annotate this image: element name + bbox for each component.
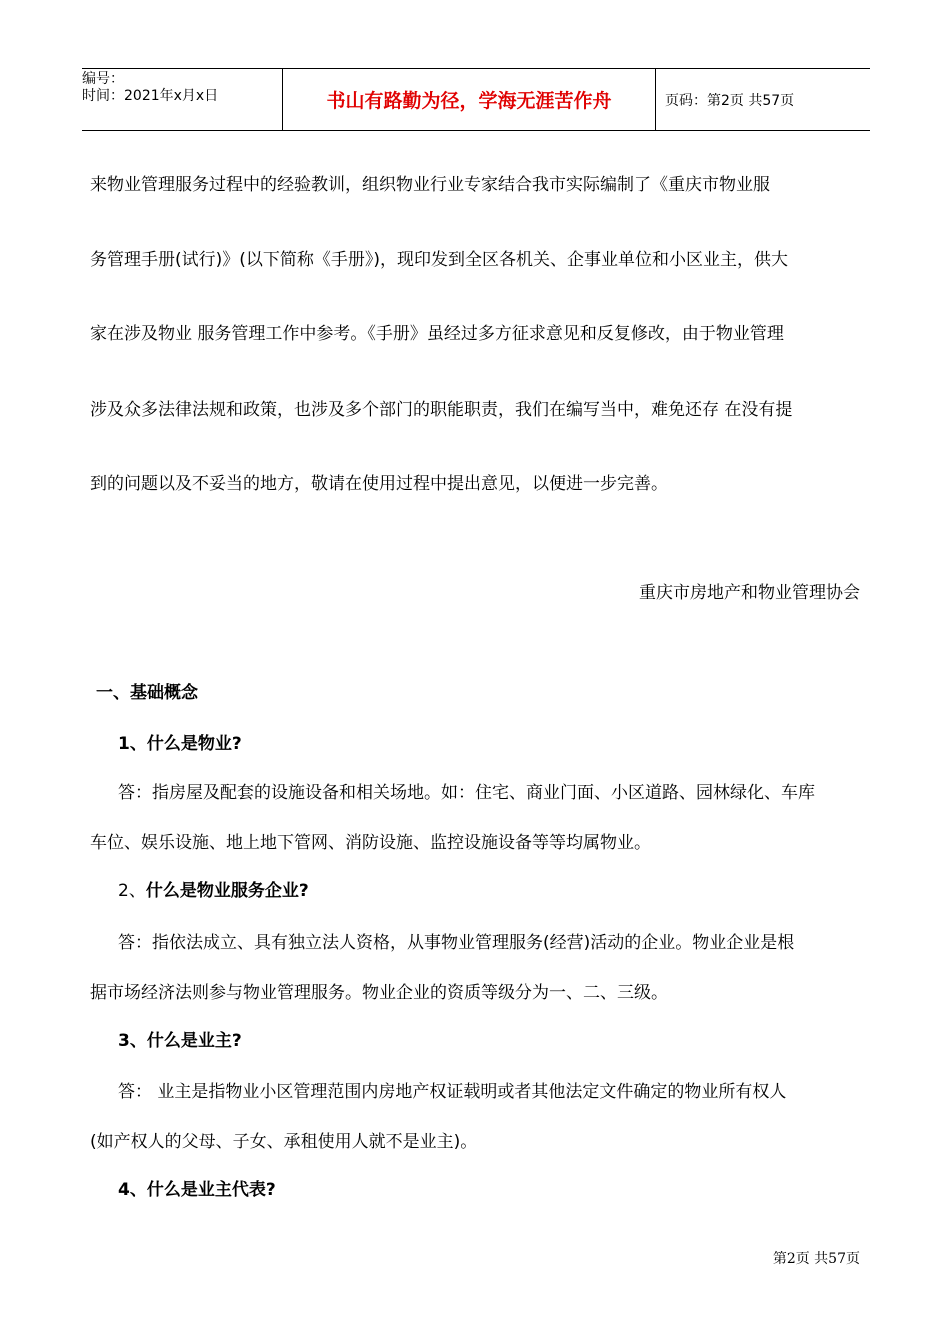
intro-line: 涉及众多法律法规和政策，也涉及多个部门的职能职责，我们在编写当中，难免还存 在没有提 bbox=[90, 400, 793, 420]
section-title: 一、基础概念 bbox=[96, 683, 198, 703]
answer-2-line: 据市场经济法则参与物业管理服务。物业企业的资质等级分为一、二、三级。 bbox=[90, 983, 668, 1003]
answer-1-line: 答：指房屋及配套的设施设备和相关场地。如：住宅、商业门面、小区道路、园林绿化、车库 bbox=[118, 783, 815, 803]
question-2-number: 2、 bbox=[118, 881, 146, 901]
signature: 重庆市房地产和物业管理协会 bbox=[639, 583, 860, 603]
answer-3-line: 答： 业主是指物业小区管理范围内房地产权证载明或者其他法定文件确定的物业所有权人 bbox=[118, 1082, 787, 1102]
header-meta bbox=[82, 69, 282, 132]
answer-3-line: (如产权人的父母、子女、承租使用人就不是业主)。 bbox=[90, 1132, 478, 1152]
page-header bbox=[82, 68, 870, 131]
header-motto: 书山有路勤为径，学海无涯苦作舟 bbox=[282, 69, 656, 130]
question-3: 3、什么是业主? bbox=[118, 1031, 242, 1051]
answer-1-line: 车位、娱乐设施、地上地下管网、消防设施、监控设施设备等等均属物业。 bbox=[90, 833, 651, 853]
header-page-label: 页码：第2页 共57页 bbox=[665, 92, 795, 109]
document-time-label: 时间：2021年x月x日 bbox=[82, 88, 219, 104]
page-footer: 第2页 共57页 bbox=[772, 1251, 860, 1267]
question-4: 4、什么是业主代表? bbox=[118, 1180, 276, 1200]
intro-line: 家在涉及物业 服务管理工作中参考。《手册》虽经过多方征求意见和反复修改，由于物业管理 bbox=[90, 324, 784, 344]
intro-line: 到的问题以及不妥当的地方，敬请在使用过程中提出意见，以便进一步完善。 bbox=[90, 474, 668, 494]
question-2 bbox=[118, 876, 309, 901]
answer-2-line: 答：指依法成立、具有独立法人资格，从事物业管理服务(经营)活动的企业。物业企业是根 bbox=[118, 933, 795, 953]
document-number-label: 编号： bbox=[82, 71, 124, 87]
question-1: 1、什么是物业? bbox=[118, 734, 242, 754]
intro-line: 来物业管理服务过程中的经验教训，组织物业行业专家结合我市实际编制了《重庆市物业服 bbox=[90, 175, 770, 195]
intro-line: 务管理手册(试行)》(以下简称《手册》)，现印发到全区各机关、企事业单位和小区业主，供大 bbox=[90, 250, 789, 270]
question-2-text: 什么是物业服务企业? bbox=[145, 881, 309, 901]
